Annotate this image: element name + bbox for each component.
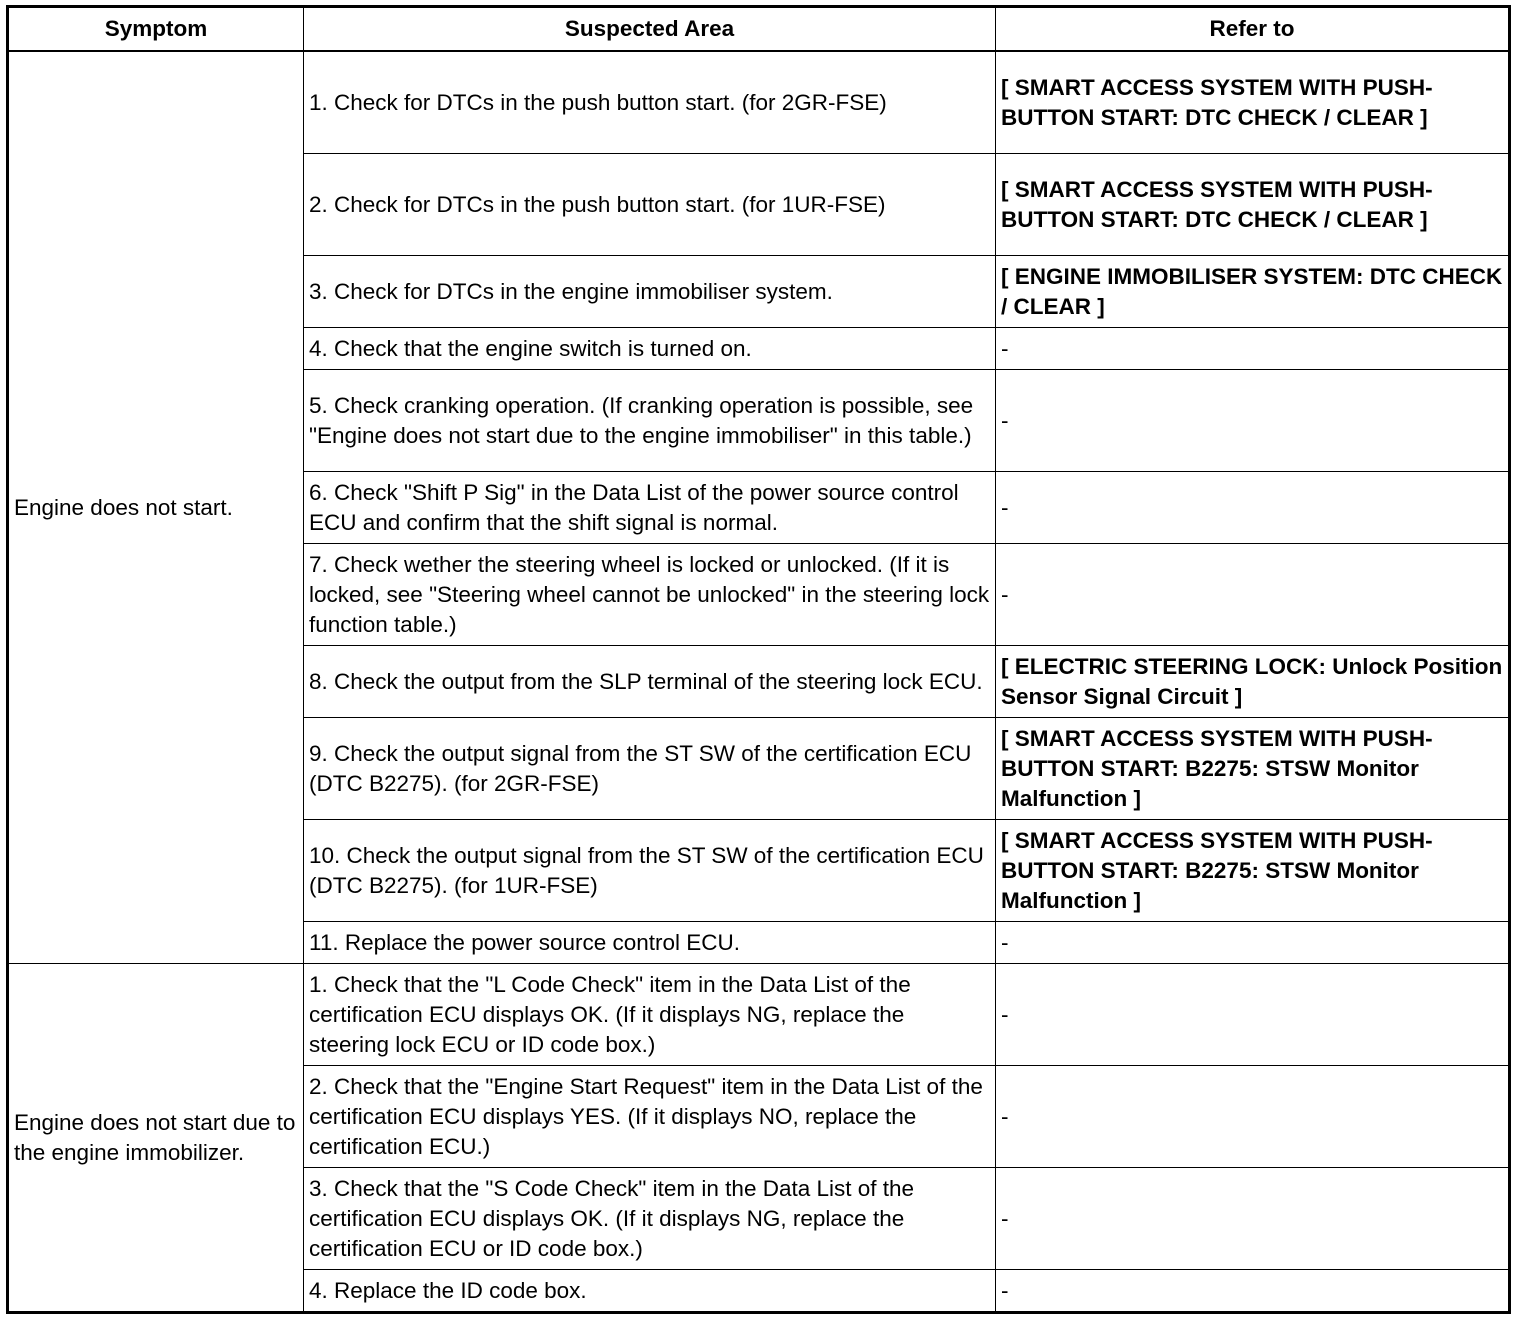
suspected-area-cell: 1. Check that the "L Code Check" item in the Data List of the certification ECU displays OK. (If it displays NG, replace the steering lock ECU or ID code box.) [304,963,996,1065]
suspected-area-cell: 3. Check that the "S Code Check" item in the Data List of the certification ECU displays OK. (If it displays NG, replace the certification ECU or ID code box.) [304,1167,996,1269]
refer-to-cell: - [996,327,1510,369]
suspected-area-cell: 4. Replace the ID code box. [304,1269,996,1312]
suspected-area-cell: 1. Check for DTCs in the push button start. (for 2GR-FSE) [304,51,996,153]
refer-to-cell: [ SMART ACCESS SYSTEM WITH PUSH-BUTTON START: DTC CHECK / CLEAR ] [996,51,1510,153]
header-symptom: Symptom [8,7,304,52]
suspected-area-cell: 4. Check that the engine switch is turned on. [304,327,996,369]
refer-to-cell: - [996,963,1510,1065]
table-row [8,51,1510,153]
suspected-area-cell: 11. Replace the power source control ECU. [304,921,996,963]
refer-to-cell: [ ENGINE IMMOBILISER SYSTEM: DTC CHECK / CLEAR ] [996,255,1510,327]
refer-to-cell: - [996,543,1510,645]
suspected-area-cell: 8. Check the output from the SLP terminal of the steering lock ECU. [304,645,996,717]
refer-to-cell: - [996,1065,1510,1167]
suspected-area-cell: 6. Check "Shift P Sig" in the Data List of the power source control ECU and confirm that the shift signal is normal. [304,471,996,543]
suspected-area-cell: 3. Check for DTCs in the engine immobiliser system. [304,255,996,327]
refer-to-cell: [ SMART ACCESS SYSTEM WITH PUSH-BUTTON START: B2275: STSW Monitor Malfunction ] [996,717,1510,819]
refer-to-cell: - [996,921,1510,963]
refer-to-cell: [ SMART ACCESS SYSTEM WITH PUSH-BUTTON START: DTC CHECK / CLEAR ] [996,153,1510,255]
suspected-area-cell: 9. Check the output signal from the ST SW of the certification ECU (DTC B2275). (for 2GR-FSE) [304,717,996,819]
suspected-area-cell: 10. Check the output signal from the ST SW of the certification ECU (DTC B2275). (for 1UR-FSE) [304,819,996,921]
header-refer-to: Refer to [996,7,1510,52]
suspected-area-cell: 2. Check for DTCs in the push button start. (for 1UR-FSE) [304,153,996,255]
refer-to-cell: - [996,369,1510,471]
refer-to-cell: [ SMART ACCESS SYSTEM WITH PUSH-BUTTON START: B2275: STSW Monitor Malfunction ] [996,819,1510,921]
troubleshooting-table [6,5,1511,1314]
suspected-area-cell: 2. Check that the "Engine Start Request" item in the Data List of the certification ECU displays YES. (If it displays NO, replace the certification ECU.) [304,1065,996,1167]
suspected-area-cell: 5. Check cranking operation. (If cranking operation is possible, see "Engine does not start due to the engine immobiliser" in this table.) [304,369,996,471]
header-suspected-area: Suspected Area [304,7,996,52]
symptom-cell: Engine does not start due to the engine immobilizer. [8,963,304,1312]
table-row [8,963,1510,1065]
symptom-cell: Engine does not start. [8,51,304,963]
header-row [8,7,1510,52]
refer-to-cell: - [996,1269,1510,1312]
refer-to-cell: - [996,471,1510,543]
refer-to-cell: - [996,1167,1510,1269]
refer-to-cell: [ ELECTRIC STEERING LOCK: Unlock Position Sensor Signal Circuit ] [996,645,1510,717]
suspected-area-cell: 7. Check wether the steering wheel is locked or unlocked. (If it is locked, see "Steering wheel cannot be unlocked" in the steering lock function table.) [304,543,996,645]
